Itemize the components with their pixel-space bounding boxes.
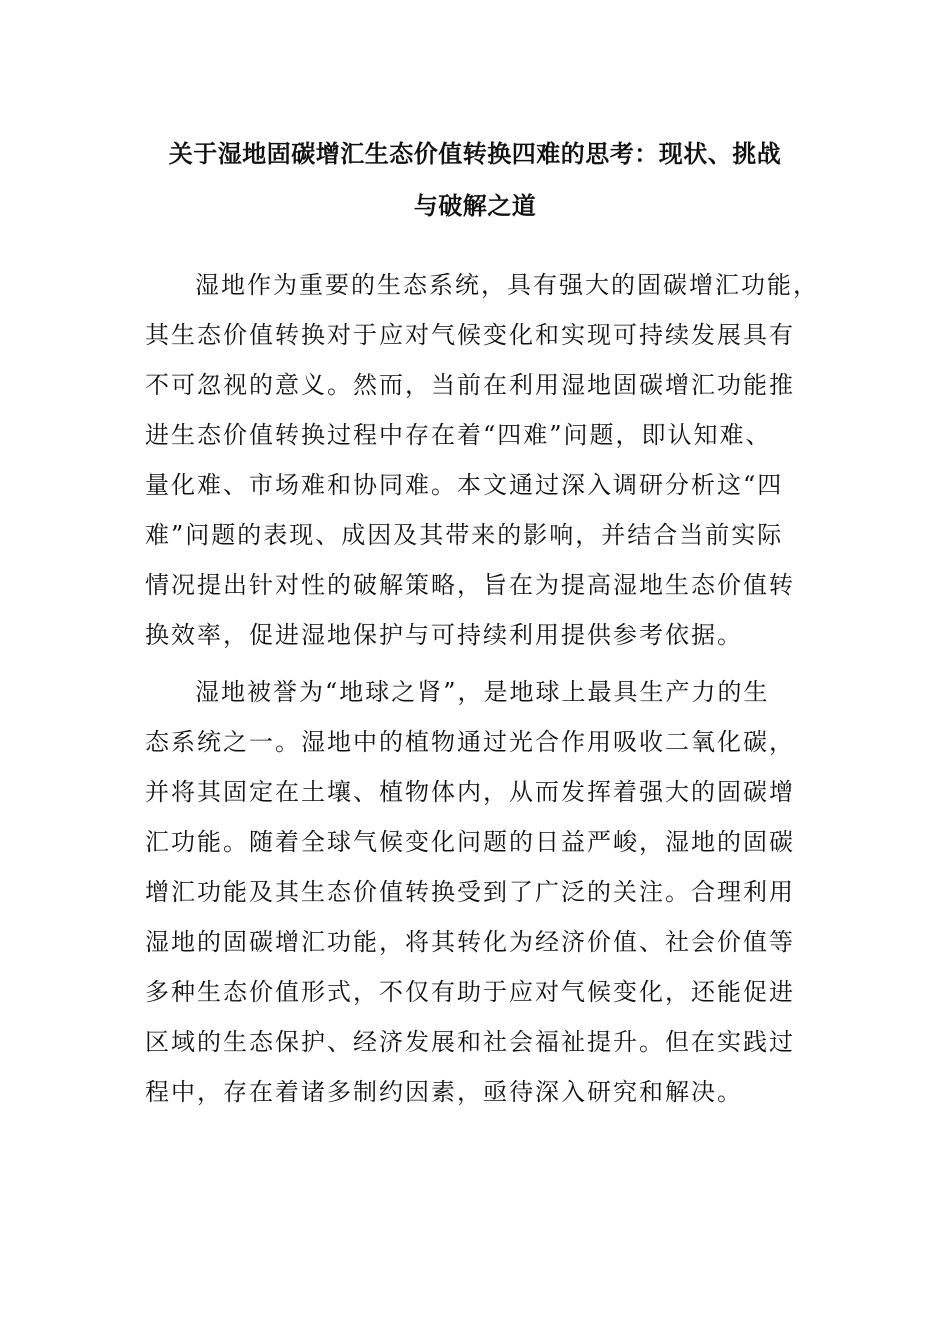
paragraph-abstract: [145, 260, 819, 660]
paragraph-line: 进生态价值转换过程中存在着“四难”问题，即认知难、: [145, 421, 772, 449]
paragraph-line: 区域的生态保护、经济发展和社会福祉提升。但在实践过: [145, 1028, 795, 1056]
paragraph-line: 量化难、市场难和协同难。本文通过深入调研分析这“四: [145, 471, 784, 499]
paragraph-line: 汇功能。随着全球气候变化问题的日益严峻，湿地的固碳: [145, 828, 795, 856]
paragraph-line: 程中，存在着诸多制约因素，亟待深入研究和解决。: [145, 1078, 743, 1106]
title-line-1: 关于湿地固碳增汇生态价值转换四难的思考：现状、挑战: [168, 140, 782, 168]
paragraph-line: 湿地的固碳增汇功能，将其转化为经济价值、社会价值等: [145, 928, 795, 956]
paragraph-line: 湿地作为重要的生态系统，具有强大的固碳增汇功能，: [195, 271, 819, 299]
paragraph-line: 其生态价值转换对于应对气候变化和实现可持续发展具有: [145, 321, 795, 349]
paragraph-line: 增汇功能及其生态价值转换受到了广泛的关注。合理利用: [145, 878, 795, 906]
paragraph-line: 多种生态价值形式，不仅有助于应对气候变化，还能促进: [145, 978, 795, 1006]
paragraph-line: 态系统之一。湿地中的植物通过光合作用吸收二氧化碳，: [145, 728, 795, 756]
paragraph-line: 难”问题的表现、成因及其带来的影响，并结合当前实际: [145, 521, 784, 549]
paragraph-line: 换效率，促进湿地保护与可持续利用提供参考依据。: [145, 621, 743, 649]
document-title: [140, 128, 810, 232]
paragraph-introduction: [145, 667, 805, 1117]
title-line-2: 与破解之道: [413, 192, 537, 220]
paragraph-line: 并将其固定在土壤、植物体内，从而发挥着强大的固碳增: [145, 778, 795, 806]
paragraph-line: 湿地被誉为“地球之肾”，是地球上最具生产力的生: [195, 678, 770, 706]
paragraph-line: 不可忽视的意义。然而，当前在利用湿地固碳增汇功能推: [145, 371, 795, 399]
paragraph-line: 情况提出针对性的破解策略，旨在为提高湿地生态价值转: [145, 571, 795, 599]
